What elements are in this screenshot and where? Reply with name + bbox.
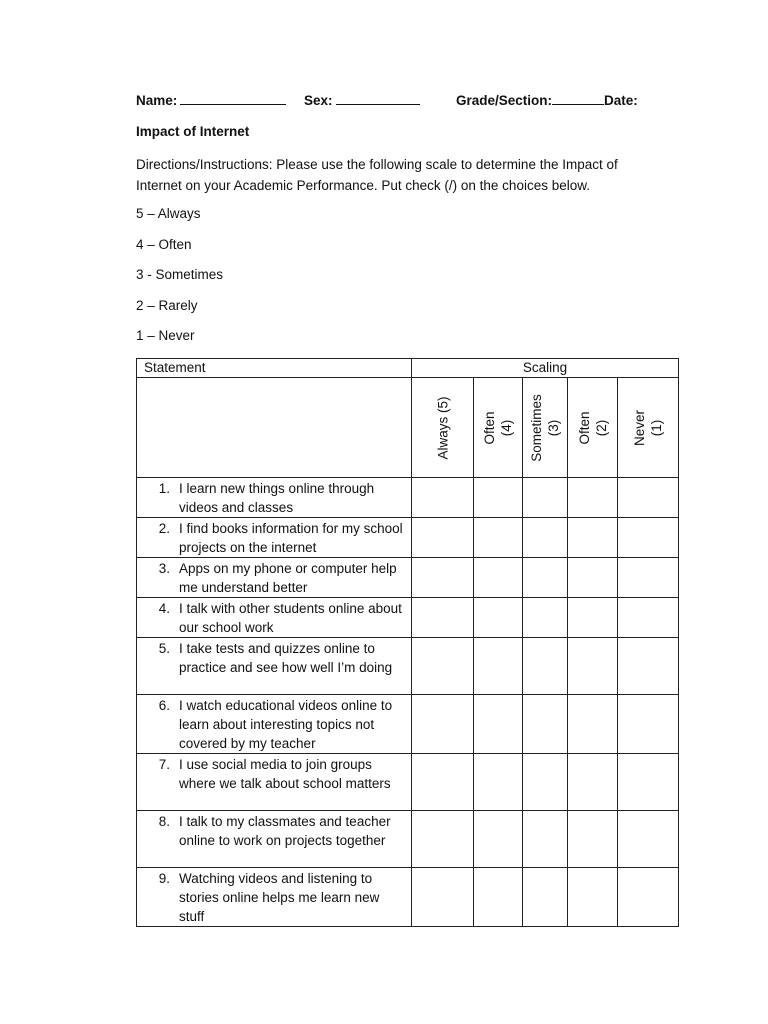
statement-cell: [137, 558, 412, 598]
check-cell-always[interactable]: [412, 695, 474, 754]
statement-number: 1.: [158, 481, 170, 496]
check-cell-always[interactable]: [412, 868, 474, 927]
date-label: Date:: [604, 93, 638, 108]
sex-label: Sex:: [304, 93, 333, 108]
grade-section-label: Grade/Section:: [456, 93, 553, 108]
statement-text: I talk to my classmates and teacher online to work on projects together: [179, 814, 391, 848]
table-row: [137, 695, 679, 754]
check-cell-often-4[interactable]: [474, 754, 523, 811]
scale-item-4: 4 – Often: [136, 237, 192, 252]
check-cell-often-4[interactable]: [474, 598, 523, 638]
check-cell-never[interactable]: [618, 695, 679, 754]
check-cell-never[interactable]: [618, 638, 679, 695]
name-blank-line[interactable]: [180, 103, 286, 105]
check-cell-often-2[interactable]: [568, 558, 618, 598]
statement-text: I learn new things online through videos and classes: [179, 481, 375, 515]
check-cell-often-4[interactable]: [474, 811, 523, 868]
check-cell-sometimes[interactable]: [523, 558, 568, 598]
table-row: [137, 518, 679, 558]
column-header-sometimes: Sometimes (3): [523, 378, 568, 478]
check-cell-always[interactable]: [412, 638, 474, 695]
check-cell-never[interactable]: [618, 598, 679, 638]
survey-table: [136, 358, 679, 927]
check-cell-never[interactable]: [618, 478, 679, 518]
check-cell-often-4[interactable]: [474, 868, 523, 927]
page-title: Impact of Internet: [136, 124, 250, 139]
statement-cell: [137, 811, 412, 868]
check-cell-sometimes[interactable]: [523, 638, 568, 695]
statement-number: 5.: [158, 641, 170, 656]
check-cell-always[interactable]: [412, 558, 474, 598]
statement-text: Apps on my phone or computer help me understand better: [179, 561, 397, 595]
statement-cell: [137, 754, 412, 811]
column-header-never: Never (1): [618, 378, 679, 478]
scale-item-2: 2 – Rarely: [136, 298, 198, 313]
statement-cell: [137, 638, 412, 695]
check-cell-sometimes[interactable]: [523, 811, 568, 868]
table-row: [137, 598, 679, 638]
statement-number: 7.: [158, 757, 170, 772]
check-cell-often-4[interactable]: [474, 558, 523, 598]
header-fields: [136, 93, 696, 113]
check-cell-always[interactable]: [412, 754, 474, 811]
column-header-always: Always (5): [412, 378, 474, 478]
statement-text: Watching videos and listening to stories online helps me learn new stuff: [179, 871, 380, 924]
check-cell-often-2[interactable]: [568, 695, 618, 754]
check-cell-often-2[interactable]: [568, 598, 618, 638]
table-row: [137, 754, 679, 811]
check-cell-never[interactable]: [618, 518, 679, 558]
statement-number: 3.: [158, 561, 170, 576]
table-row: [137, 478, 679, 518]
scale-item-1: 1 – Never: [136, 328, 195, 343]
check-cell-often-2[interactable]: [568, 478, 618, 518]
check-cell-sometimes[interactable]: [523, 754, 568, 811]
statement-cell: [137, 478, 412, 518]
check-cell-sometimes[interactable]: [523, 598, 568, 638]
statement-text: I find books information for my school projects on the internet: [179, 521, 403, 555]
check-cell-sometimes[interactable]: [523, 695, 568, 754]
table-row: [137, 811, 679, 868]
table-row: [137, 638, 679, 695]
check-cell-often-4[interactable]: [474, 638, 523, 695]
check-cell-often-4[interactable]: [474, 518, 523, 558]
check-cell-often-2[interactable]: [568, 638, 618, 695]
statement-text: I talk with other students online about our school work: [179, 601, 402, 635]
statement-text: I watch educational videos online to learn about interesting topics not covered by my teacher: [179, 698, 393, 751]
name-field[interactable]: [136, 93, 286, 108]
check-cell-always[interactable]: [412, 811, 474, 868]
statement-number: 8.: [158, 814, 170, 829]
check-cell-often-2[interactable]: [568, 868, 618, 927]
check-cell-never[interactable]: [618, 811, 679, 868]
scale-item-5: 5 – Always: [136, 206, 201, 221]
statement-number: 2.: [158, 521, 170, 536]
grade-section-blank-line[interactable]: [552, 103, 604, 105]
table-row: [137, 558, 679, 598]
check-cell-never[interactable]: [618, 558, 679, 598]
statement-cell: [137, 695, 412, 754]
check-cell-never[interactable]: [618, 754, 679, 811]
check-cell-often-2[interactable]: [568, 811, 618, 868]
directions-text: Directions/Instructions: Please use the following scale to determine the Impact of Internet on your Academic Performance. Put check (/) on the choices below.: [136, 157, 618, 193]
statement-number: 9.: [158, 871, 170, 886]
check-cell-often-4[interactable]: [474, 695, 523, 754]
sex-blank-line[interactable]: [336, 103, 420, 105]
check-cell-often-4[interactable]: [474, 478, 523, 518]
statement-header: Statement: [137, 359, 412, 378]
statement-cell: [137, 868, 412, 927]
grade-section-field[interactable]: [456, 93, 638, 108]
table-row: [137, 868, 679, 927]
statement-text: I take tests and quizzes online to practice and see how well I’m doing: [179, 641, 393, 675]
check-cell-always[interactable]: [412, 518, 474, 558]
statement-cell: [137, 598, 412, 638]
check-cell-often-2[interactable]: [568, 754, 618, 811]
check-cell-sometimes[interactable]: [523, 518, 568, 558]
name-label: Name:: [136, 93, 178, 108]
check-cell-always[interactable]: [412, 478, 474, 518]
sex-field[interactable]: [304, 93, 420, 108]
check-cell-always[interactable]: [412, 598, 474, 638]
check-cell-often-2[interactable]: [568, 518, 618, 558]
check-cell-never[interactable]: [618, 868, 679, 927]
check-cell-sometimes[interactable]: [523, 478, 568, 518]
statement-text: I use social media to join groups where we talk about school matters: [179, 757, 391, 791]
statement-cell: [137, 518, 412, 558]
scale-item-3: 3 - Sometimes: [136, 267, 224, 282]
scaling-header: Scaling: [412, 359, 679, 378]
statement-header-blank: [137, 378, 412, 478]
statement-number: 6.: [158, 698, 170, 713]
check-cell-sometimes[interactable]: [523, 868, 568, 927]
column-header-often-2: Often (2): [568, 378, 618, 478]
statement-number: 4.: [158, 601, 170, 616]
column-header-often-4: Often (4): [474, 378, 523, 478]
